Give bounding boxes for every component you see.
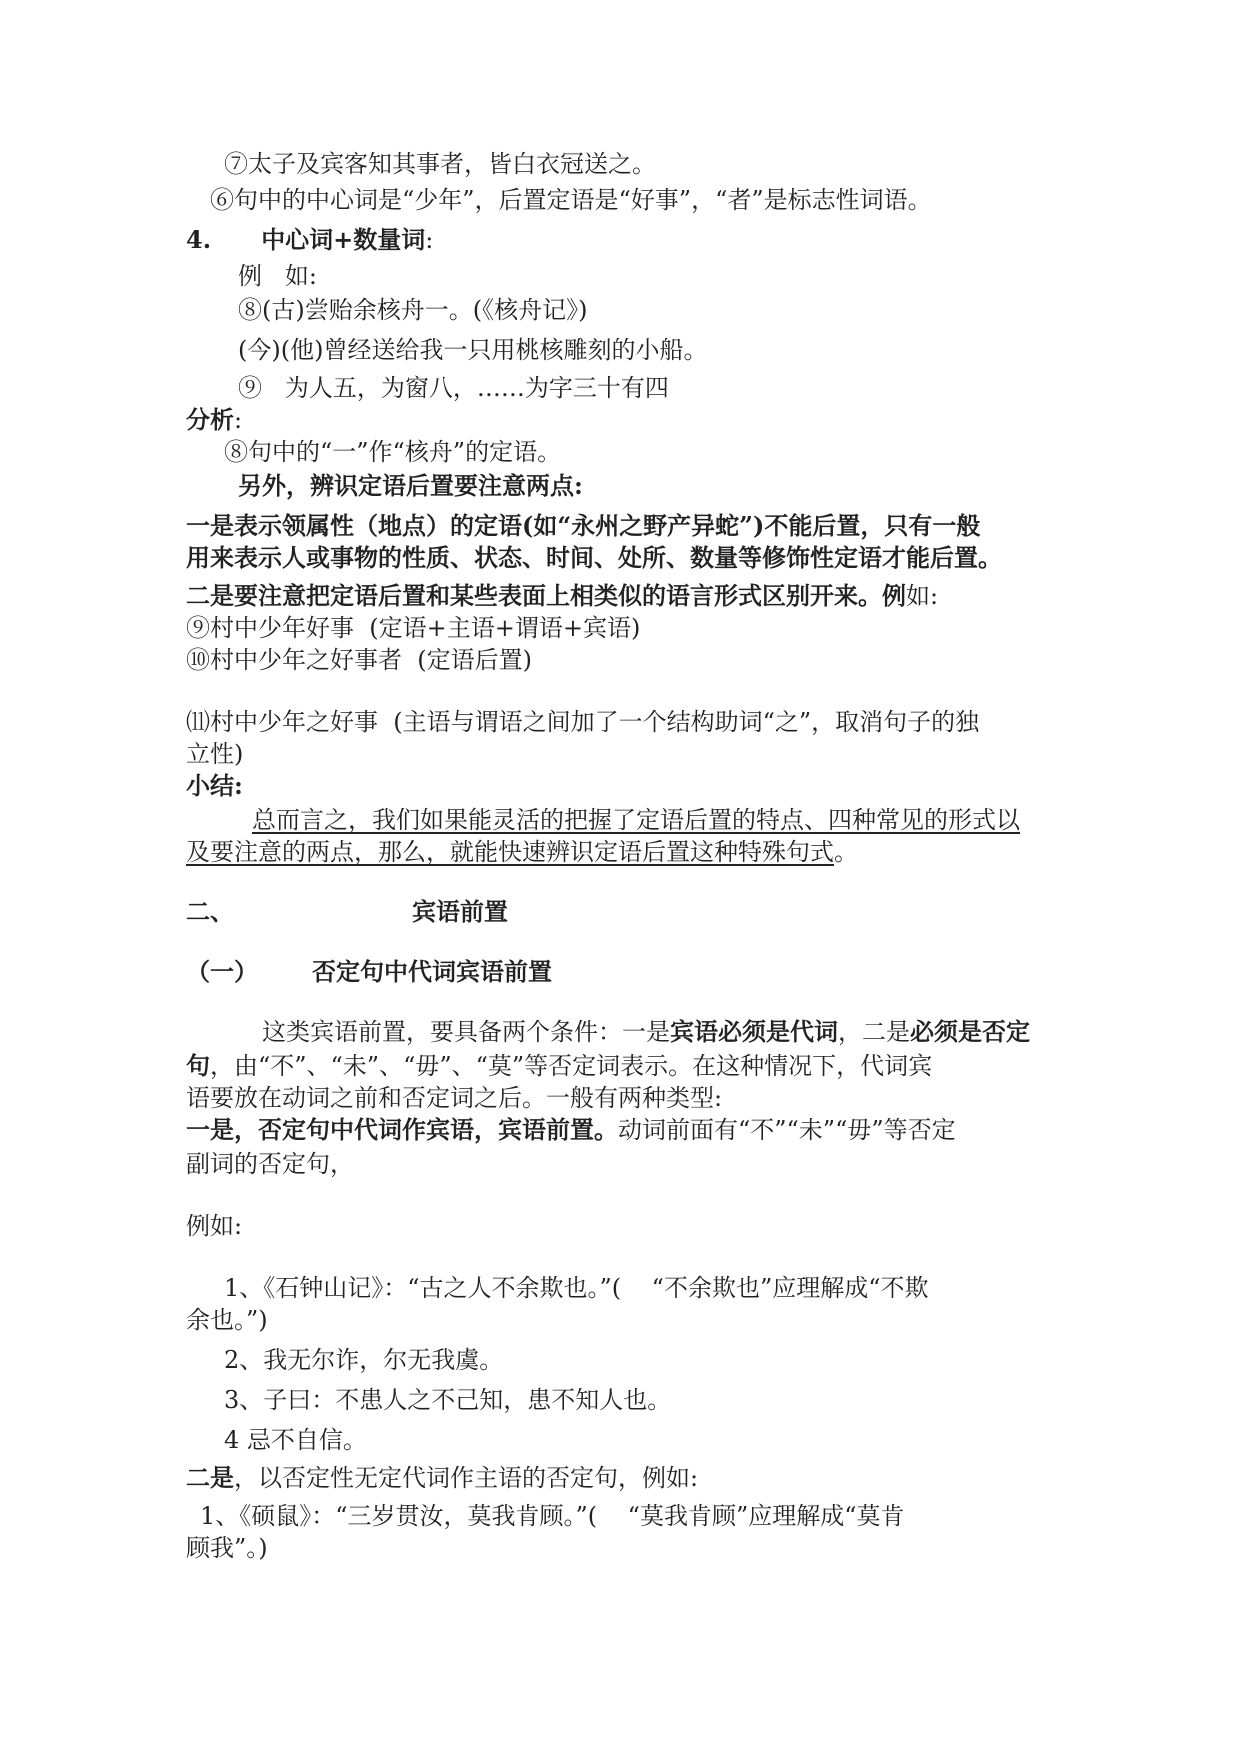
form-4-colon: : bbox=[425, 226, 434, 254]
example-7: ⑦太子及宾客知其事者，皆白衣冠送之。 bbox=[224, 150, 656, 178]
type-2-example-1-line-2: 顾我”。) bbox=[186, 1534, 268, 1562]
intro-l1-d: 必须是否定 bbox=[910, 1017, 1030, 1046]
intro-line-1 bbox=[262, 1016, 1030, 1048]
type-1-example-2: 2、我无尔诈，尔无我虞。 bbox=[224, 1346, 504, 1374]
example-10: ⑩村中少年之好事者 (定语后置) bbox=[186, 646, 532, 674]
example-8-ancient: ⑧(古)尝贻余核舟一。(《核舟记》) bbox=[238, 296, 588, 324]
summary-line-2-text: 及要注意的两点，那么，就能快速辨识定语后置这种特殊句式 bbox=[186, 838, 834, 866]
summary-end: 。 bbox=[834, 838, 858, 866]
analysis-label: 分析 bbox=[186, 405, 234, 434]
type-2-heading: 二是 bbox=[186, 1463, 234, 1492]
type-1-line-2: 副词的否定句， bbox=[186, 1150, 354, 1178]
example-11-line-1: ⑾村中少年之好事 (主语与谓语之间加了一个结构助词“之”，取消句子的独 bbox=[186, 708, 980, 736]
form-4-heading-text: 4. 中心词+数量词 bbox=[186, 225, 426, 254]
section-2-number: 二、 bbox=[186, 897, 234, 926]
type-1-heading: 一是，否定句中代词作宾语，宾语前置。 bbox=[186, 1115, 618, 1144]
type-2 bbox=[186, 1462, 698, 1494]
section-2-title: 宾语前置 bbox=[412, 897, 508, 926]
intro-line-2 bbox=[186, 1050, 932, 1082]
example-9: ⑨ 为人五，为窗八，……为字三十有四 bbox=[238, 374, 669, 402]
subsection-1-number: （一） bbox=[186, 957, 258, 986]
example-label-2: 例如: bbox=[186, 1212, 243, 1240]
type-1-example-4: 4 忌不自信。 bbox=[224, 1426, 367, 1454]
type-2-example-1-line-1: 1、《硕鼠》：“三岁贯汝，莫我肯顾。”( “莫我肯顾”应理解成“莫肯 bbox=[200, 1502, 905, 1530]
summary-label: 小结: bbox=[186, 771, 243, 800]
point-2-tail: 如: bbox=[906, 582, 939, 610]
intro-l1-c: ，二是 bbox=[838, 1018, 910, 1046]
intro-line-3: 语要放在动词之前和否定词之后。一般有两种类型: bbox=[186, 1084, 723, 1112]
example-label: 例 如: bbox=[238, 262, 317, 290]
type-1-rest: 动词前面有“不”“未”“毋”等否定 bbox=[618, 1116, 956, 1144]
analysis-colon: : bbox=[234, 406, 243, 434]
analysis-8: ⑧句中的“一”作“核舟”的定语。 bbox=[224, 438, 562, 466]
type-1-example-3: 3、子曰：不患人之不己知，患不知人也。 bbox=[224, 1386, 672, 1414]
example-8-modern: (今)(他)曾经送给我一只用桃核雕刻的小船。 bbox=[238, 336, 708, 364]
intro-l2-b: ，由“不”、“未”、“毋”、“莫”等否定词表示。在这种情况下，代词宾 bbox=[210, 1052, 933, 1080]
example-9b: ⑨村中少年好事 (定语+主语+谓语+宾语) bbox=[186, 614, 641, 642]
subsection-1-title: 否定句中代词宾语前置 bbox=[312, 957, 552, 986]
type-1-example-1-line-2: 余也。”) bbox=[186, 1306, 268, 1334]
type-2-rest: ，以否定性无定代词作主语的否定句，例如: bbox=[234, 1464, 699, 1492]
analysis-6: ⑥句中的中心词是“少年”，后置定语是“好事”，“者”是标志性词语。 bbox=[210, 186, 932, 214]
intro-l2-a: 句 bbox=[186, 1051, 210, 1080]
point-2-text: 二是要注意把定语后置和某些表面上相类似的语言形式区别开来。例 bbox=[186, 581, 906, 610]
example-11-line-2: 立性) bbox=[186, 740, 244, 768]
note-heading: 另外，辨识定语后置要注意两点: bbox=[238, 471, 583, 500]
intro-l1-b: 宾语必须是代词 bbox=[670, 1017, 838, 1046]
summary-line-2 bbox=[186, 836, 858, 868]
point-2 bbox=[186, 580, 938, 612]
point-1-line-1: 一是表示领属性（地点）的定语(如“永州之野产异蛇”)不能后置，只有一般 bbox=[186, 511, 981, 540]
intro-l1-a: 这类宾语前置，要具备两个条件：一是 bbox=[262, 1018, 670, 1046]
summary-line-1: 总而言之，我们如果能灵活的把握了定语后置的特点、四种常见的形式以 bbox=[252, 806, 1020, 834]
type-1 bbox=[186, 1114, 956, 1146]
type-1-example-1-line-1: 1、《石钟山记》：“古之人不余欺也。”( “不余欺也”应理解成“不欺 bbox=[224, 1274, 929, 1302]
analysis-heading bbox=[186, 404, 242, 436]
form-4-heading bbox=[186, 224, 433, 256]
point-1-line-2: 用来表示人或事物的性质、状态、时间、处所、数量等修饰性定语才能后置。 bbox=[186, 543, 1002, 572]
